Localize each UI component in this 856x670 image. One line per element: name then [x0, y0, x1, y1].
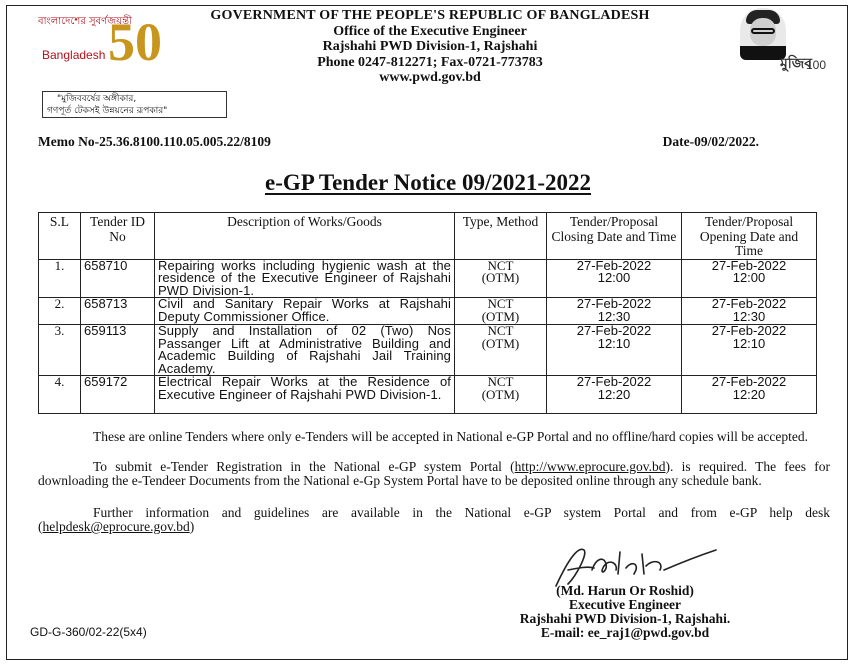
opening-time: 12:00: [732, 270, 766, 285]
closing-date: 27-Feb-2022: [576, 296, 652, 311]
opening-date: 27-Feb-2022: [711, 323, 787, 338]
table-header-row: [39, 213, 817, 260]
cell-opening: [682, 259, 817, 298]
helpdesk-email-link[interactable]: helpdesk@eprocure.gov.bd: [42, 519, 190, 534]
closing-time: 12:20: [597, 386, 631, 402]
cell-sl: 1.: [39, 259, 81, 298]
paragraph-registration: [38, 460, 830, 488]
paragraph-2-before: To submit e-Tender Registration in the National e-GP system Portal (: [93, 459, 515, 474]
closing-time: 12:30: [597, 308, 631, 324]
type-value: NCT: [487, 374, 514, 389]
closing-date: 27-Feb-2022: [576, 323, 652, 338]
paragraph-online-tenders: [38, 430, 830, 444]
letterhead: [150, 8, 710, 86]
paragraph-3-before: Further information and guidelines are available in the National e-GP system Portal and from e-GP help desk (: [38, 505, 830, 534]
type-value: NCT: [487, 323, 514, 338]
cell-tender-id: 658713: [81, 298, 155, 325]
logo-right-number: 100: [806, 58, 827, 72]
opening-date: 27-Feb-2022: [711, 257, 787, 273]
logo-left-number: 50: [108, 12, 162, 72]
cell-description: Electrical Repair Works at the Residence of Executive Engineer of Rajshahi PWD Division-1.: [155, 376, 455, 414]
opening-time: 12:10: [732, 335, 766, 351]
phone-fax: Phone 0247-812271; Fax-0721-773783: [317, 54, 543, 70]
opening-date: 27-Feb-2022: [711, 296, 787, 311]
cell-description: Civil and Sanitary Repair Works at Rajshahi Deputy Commissioner Office.: [155, 298, 455, 325]
logo-left-text: বাংলাদেশের সুবর্ণজয়ন্তী: [38, 16, 132, 27]
table-row: [39, 298, 817, 325]
cell-closing: [547, 259, 682, 298]
type-value: NCT: [487, 296, 514, 311]
eprocure-link[interactable]: http://www.eprocure.gov.bd: [514, 459, 666, 474]
logo-left-country: Bangladesh: [42, 48, 106, 62]
cell-sl: 3.: [39, 325, 81, 376]
cell-description: Repairing works including hygienic wash at the residence of the Executive Engineer of Rajshahi PWD Division-1.: [155, 259, 455, 298]
office-name: Office of the Executive Engineer: [333, 23, 527, 39]
division-name: Rajshahi PWD Division-1, Rajshahi: [322, 39, 538, 54]
table-row: [39, 259, 817, 298]
signatory-designation: Executive Engineer: [568, 597, 682, 612]
slogan-box: [42, 91, 227, 118]
signatory-email[interactable]: E-mail: ee_raj1@pwd.gov.bd: [540, 625, 710, 640]
tender-table: [38, 212, 817, 414]
opening-time: 12:20: [732, 386, 766, 402]
website[interactable]: www.pwd.gov.bd: [379, 70, 481, 85]
method-value: (OTM): [481, 335, 520, 351]
memo-number: Memo No-25.36.8100.110.05.005.22/8109: [38, 134, 271, 149]
cell-type: [455, 259, 547, 298]
cell-opening: [682, 376, 817, 414]
opening-time: 12:30: [732, 308, 766, 324]
cell-tender-id: 658710: [81, 259, 155, 298]
col-header-type: Type, Method: [455, 213, 547, 260]
closing-time: 12:00: [597, 270, 631, 285]
cell-type: [455, 376, 547, 414]
col-header-opening: Tender/Proposal Opening Date and Time: [682, 213, 817, 260]
method-value: (OTM): [481, 308, 520, 324]
closing-date: 27-Feb-2022: [576, 374, 652, 389]
slogan-line-2: গণপূর্ত টেকসই উন্নয়নের রূপকার": [47, 106, 168, 116]
paragraph-helpdesk: [38, 506, 830, 534]
cell-tender-id: 659172: [81, 376, 155, 414]
opening-date: 27-Feb-2022: [711, 374, 787, 389]
cell-sl: 4.: [39, 376, 81, 414]
type-value: NCT: [487, 257, 514, 273]
cell-closing: [547, 376, 682, 414]
cell-closing: [547, 298, 682, 325]
paragraph-2-after: ). is required. The fees for downloading the e-Tendeer Documents from the National e-Gp System Portal have to be deposited online through any schedule bank.: [38, 459, 830, 488]
cell-description: Supply and Installation of 02 (Two) Nos Passanger Lift at Administrative Building and Academic Building of Rajshahi Jail Training Academy.: [155, 325, 455, 376]
slogan-line-1: "মুজিববর্ষের অঙ্গীকার,: [57, 94, 137, 104]
signatory-office: Rajshahi PWD Division-1, Rajshahi.: [519, 611, 731, 626]
table-row: [39, 325, 817, 376]
closing-time: 12:10: [597, 335, 631, 351]
notice-date: Date-09/02/2022.: [662, 134, 759, 149]
col-header-tender-id: Tender ID No: [81, 213, 155, 260]
logo-right-text: মুজিব: [780, 55, 813, 71]
method-value: (OTM): [481, 270, 520, 285]
page-title: e-GP Tender Notice 09/2021-2022: [264, 170, 592, 195]
method-value: (OTM): [481, 386, 520, 402]
paragraph-3-after: ): [189, 519, 195, 534]
col-header-closing: Tender/Proposal Closing Date and Time: [547, 213, 682, 260]
cell-type: [455, 325, 547, 376]
closing-date: 27-Feb-2022: [576, 257, 652, 273]
mujib-100-logo: [722, 8, 827, 76]
cell-opening: [682, 325, 817, 376]
paragraph-1-text: These are online Tenders where only e-Tenders will be accepted in National e-GP Portal and no offline/hard copies will be accepted.: [93, 429, 808, 444]
table-row: [39, 376, 817, 414]
cell-closing: [547, 325, 682, 376]
col-header-sl: S.L: [39, 213, 81, 260]
signature-block: [500, 584, 750, 640]
footer-code: GD-G-360/02-22(5x4): [30, 625, 147, 639]
signatory-name: (Md. Harun Or Roshid): [556, 583, 694, 598]
cell-sl: 2.: [39, 298, 81, 325]
cell-type: [455, 298, 547, 325]
golden-jubilee-logo: [34, 12, 162, 72]
col-header-description: Description of Works/Goods: [155, 213, 455, 260]
government-name: GOVERNMENT OF THE PEOPLE'S REPUBLIC OF BANGLADESH: [210, 8, 650, 23]
cell-tender-id: 659113: [81, 325, 155, 376]
cell-opening: [682, 298, 817, 325]
